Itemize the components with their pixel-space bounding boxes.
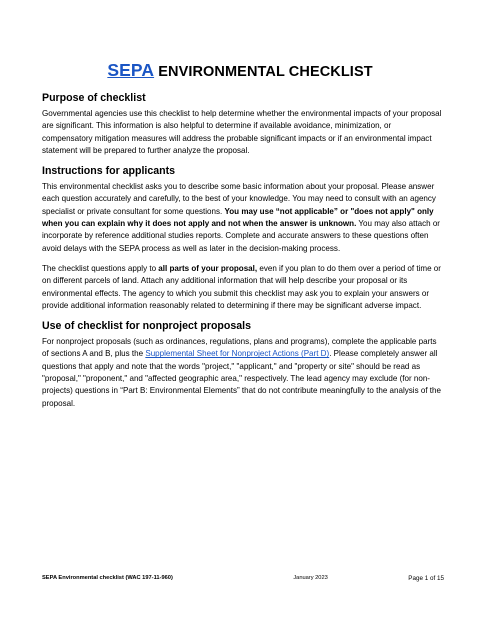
- instructions-text-2a: The checklist questions apply to: [42, 263, 159, 273]
- section-heading-instructions: Instructions for applicants: [42, 165, 176, 178]
- footer-date: January 2023: [293, 575, 328, 581]
- instructions-text-1c: You may also attach or incorporate by reference additional studies reports. Complete and accurate answers to these questions often avoid delays with the SEPA process as well as later in the decision-making process.: [42, 219, 440, 253]
- section-purpose: [42, 92, 442, 157]
- section-heading-purpose: Purpose of checklist: [42, 92, 146, 104]
- purpose-paragraph: Governmental agencies use this checklist to help determine whether the environmental impacts of your proposal are significant. This information is also helpful to determine if available avoidance, minimization, or compensatory mitigation measures will address the probable significant impacts or if an environmental impact statement will be prepared to further analyze the proposal.: [42, 109, 442, 155]
- document-body: [42, 92, 442, 418]
- instructions-text-1b-bold: You may use “not applicable” or "does not apply" only when you can explain why it does not apply and not when the answer is unknown.: [42, 206, 434, 229]
- nonproject-text-b: . Please completely answer all questions that apply and note that the words "project," "applicant," and "property or site" should be read as "proposal," "proponent," and "affected geographic area," respectively. The lead agency may exclude (for non-projects) questions in “Part B: Environmental Elements” that do not contribute meaningfully to the analysis of the proposal.: [42, 349, 441, 408]
- instructions-text-1a: This environmental checklist asks you to describe some basic information about your proposal. Please answer each question accurately and carefully, to the best of your knowledge. You may need to consult with an agency specialist or private consultant for some questions.: [42, 182, 436, 216]
- section-heading-nonproject: Use of checklist for nonproject proposals: [42, 320, 251, 333]
- page-title: [0, 60, 480, 81]
- instructions-text-2c: even if you plan to do them over a period of time or on different parcels of land. Attach any additional information that will help describe your proposal or its environmental effects. The agency to which you submit this checklist may ask you to explain your answers or provide additional information reasonably related to determining if there may be significant adverse impact.: [42, 263, 441, 310]
- footer-page-number: Page 1 of 15: [408, 575, 444, 582]
- instructions-paragraph-1: [42, 181, 442, 255]
- page-footer: [42, 575, 444, 582]
- section-nonproject: [42, 320, 442, 410]
- sepa-link[interactable]: SEPA: [107, 60, 155, 80]
- supplemental-sheet-link[interactable]: Supplemental Sheet for Nonproject Actions (Part D): [145, 349, 330, 359]
- footer-document-title: SEPA Environmental checklist (WAC 197-11-960): [42, 575, 173, 581]
- nonproject-text-a: For nonproject proposals (such as ordinances, regulations, plans and programs), complete the applicable parts of sections A and B, plus the: [42, 337, 437, 359]
- section-instructions: [42, 165, 442, 312]
- instructions-text-2b-bold: all parts of your proposal,: [158, 263, 258, 273]
- page-title-text: ENVIRONMENTAL CHECKLIST: [158, 64, 373, 80]
- nonproject-paragraph: [42, 336, 442, 410]
- instructions-paragraph-2: [42, 263, 442, 312]
